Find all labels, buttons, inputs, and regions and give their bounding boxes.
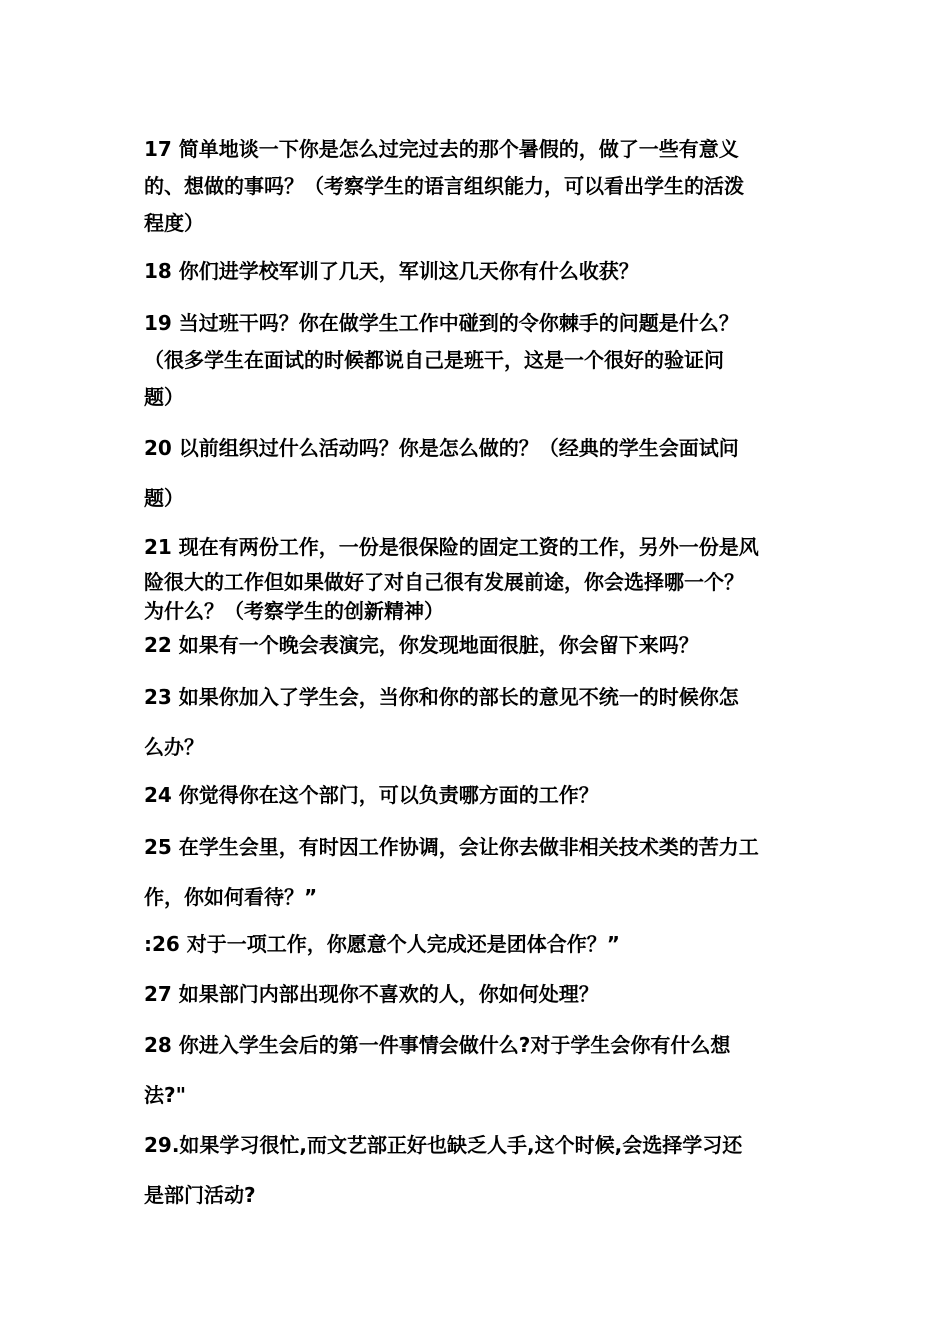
question-18 (144, 253, 812, 290)
question-27 (144, 976, 812, 1013)
question-17 (144, 131, 812, 242)
question-line: 的、想做的事吗？（考察学生的语言组织能力，可以看出学生的活泼 (144, 174, 744, 198)
question-26 (144, 926, 812, 963)
question-line: 21 现在有两份工作，一份是很保险的固定工资的工作，另外一份是风 (144, 535, 759, 559)
question-line: 是部门活动? (144, 1183, 256, 1207)
question-line: 险很大的工作但如果做好了对自己很有发展前途，你会选择哪一个？ (144, 570, 744, 594)
question-line: 题） (144, 385, 184, 409)
question-line: :26 对于一项工作，你愿意个人完成还是团体合作？” (144, 932, 620, 956)
question-29 (144, 1120, 812, 1220)
question-line: 法?" (144, 1083, 187, 1107)
question-line: （很多学生在面试的时候都说自己是班干，这是一个很好的验证问 (144, 348, 724, 372)
question-21 (144, 529, 812, 624)
question-line: 20 以前组织过什么活动吗？你是怎么做的？（经典的学生会面试问 (144, 436, 739, 460)
question-25 (144, 822, 812, 922)
question-line: 25 在学生会里，有时因工作协调，会让你去做非相关技术类的苦力工 (144, 835, 759, 859)
question-line: 么办？ (144, 735, 204, 759)
question-20 (144, 423, 812, 523)
question-line: 28 你进入学生会后的第一件事情会做什么?对于学生会你有什么想 (144, 1033, 731, 1057)
question-line: 17 简单地谈一下你是怎么过完过去的那个暑假的，做了一些有意义 (144, 137, 739, 161)
question-line: 29.如果学习很忙,而文艺部正好也缺乏人手,这个时候,会选择学习还 (144, 1133, 743, 1157)
question-line: 为什么？（考察学生的创新精神） (144, 599, 444, 623)
question-line: 程度） (144, 211, 204, 235)
question-24 (144, 777, 812, 814)
question-22 (144, 627, 812, 664)
question-line: 18 你们进学校军训了几天，军训这几天你有什么收获？ (144, 259, 639, 283)
question-line: 22 如果有一个晚会表演完，你发现地面很脏，你会留下来吗？ (144, 633, 699, 657)
question-line: 19 当过班干吗？你在做学生工作中碰到的令你棘手的问题是什么？ (144, 311, 739, 335)
question-line: 23 如果你加入了学生会，当你和你的部长的意见不统一的时候你怎 (144, 685, 739, 709)
question-line: 题） (144, 486, 184, 510)
question-line: 24 你觉得你在这个部门，可以负责哪方面的工作？ (144, 783, 599, 807)
question-line: 27 如果部门内部出现你不喜欢的人，你如何处理？ (144, 982, 599, 1006)
question-28 (144, 1020, 812, 1120)
question-19 (144, 305, 812, 416)
question-23 (144, 672, 812, 772)
question-line: 作，你如何看待？” (144, 885, 318, 909)
